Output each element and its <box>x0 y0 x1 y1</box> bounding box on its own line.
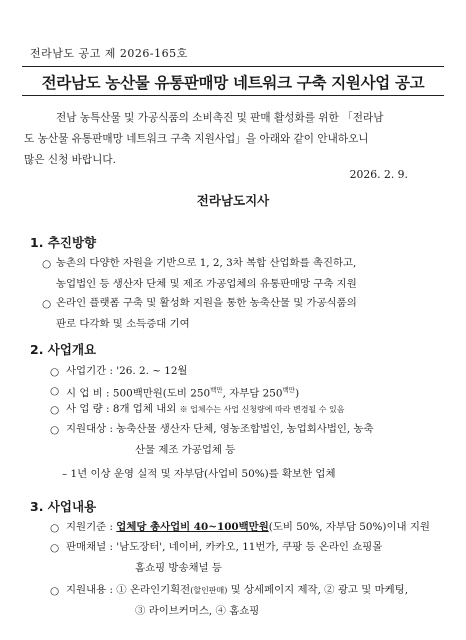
intro-line: 전남 농특산물 및 가공식품의 소비촉진 및 판매 활성화를 위한 「전라남 <box>56 112 384 124</box>
content-row-support <box>66 580 408 622</box>
row-colon: : <box>109 584 113 596</box>
intro-line: 많은 신청 바랍니다. <box>24 154 116 166</box>
row-value: ) <box>295 387 300 400</box>
hollow-bullet-icon: ○ <box>50 366 60 378</box>
row-label: 판매채널 <box>66 541 107 553</box>
content-row-channels <box>66 537 382 579</box>
row-colon: : <box>109 423 113 435</box>
section-heading: 2. 사업개요 <box>30 342 97 357</box>
row-value-note: (할인판매) <box>190 586 228 595</box>
row-value: , 자부담 250 <box>222 387 283 400</box>
row-label: 사업기간 <box>66 365 107 377</box>
direction-text: 온라인 플랫폼 구축 및 활성화 지원을 통한 농축산물 및 가공식품의 <box>56 297 357 309</box>
row-label: 사 업 량 <box>66 403 103 415</box>
direction-item <box>56 293 357 335</box>
row-colon: : <box>106 387 110 400</box>
row-value: (도비 50%, 자부담 50%)이내 지원 <box>268 521 430 533</box>
hollow-bullet-icon: ○ <box>50 404 60 416</box>
row-value: 농축산물 생산자 단체, 영농조합법인, 농업회사법인, 농축 <box>116 423 374 435</box>
direction-item <box>56 253 357 295</box>
direction-text: 농촌의 다양한 자원을 기반으로 1, 2, 3차 복합 산업화를 촉진하고, <box>56 257 357 269</box>
title-bottom-rule <box>22 95 444 96</box>
page-title: 전라남도 농산물 유통판매망 네트워크 구축 지원사업 공고 <box>41 74 425 92</box>
intro-paragraph <box>24 108 432 171</box>
overview-row-scale <box>66 399 344 420</box>
eligibility-requirement: – 1년 이상 운영 실적 및 자부담(사업비 50%)를 확보한 업체 <box>62 468 336 480</box>
row-value: '26. 2. ~ 12월 <box>116 365 188 377</box>
row-colon: : <box>109 365 113 377</box>
row-label: 지원내용 <box>66 584 107 596</box>
hollow-bullet-icon: ○ <box>50 385 60 397</box>
hollow-bullet-icon: ○ <box>50 585 60 597</box>
row-value: 홈쇼핑 방송채널 등 <box>135 562 222 574</box>
row-value: 및 상세페이지 제작, ② 광고 및 마케팅, <box>227 584 409 596</box>
row-value: ① 온라인기획전 <box>116 584 191 596</box>
row-colon: : <box>109 541 113 553</box>
announcement-date: 2026. 2. 9. <box>349 168 408 181</box>
highlighted-amount: 업체당 총사업비 40~100백만원 <box>116 521 269 533</box>
row-value: ③ 라이브커머스, ④ 홈쇼핑 <box>135 605 260 617</box>
hollow-bullet-icon: ○ <box>50 424 60 436</box>
row-label: 지원기준 <box>66 521 107 533</box>
notice-number: 전라남도 공고 제 2026-165호 <box>30 47 188 60</box>
row-value: 500백만원(도비 250 <box>112 387 211 400</box>
intro-line: 도 농산물 유통판매망 네트워크 구축 지원사업」을 아래와 같이 안내하오니 <box>24 133 369 145</box>
section-heading: 3. 사업내용 <box>30 499 97 514</box>
hollow-bullet-icon: ○ <box>50 522 60 534</box>
signer: 전라남도지사 <box>196 193 270 208</box>
direction-text: 판로 다각화 및 소득증대 기여 <box>56 318 190 330</box>
unit-superscript: 백만 <box>282 386 296 394</box>
hollow-bullet-icon: ○ <box>42 298 52 310</box>
row-label: 시 업 비 <box>66 387 103 400</box>
title-top-rule <box>22 66 444 67</box>
row-value: 8개 업체 내외 <box>112 403 177 415</box>
unit-superscript: 백만 <box>210 386 223 394</box>
section-heading: 1. 추진방향 <box>30 235 97 250</box>
row-colon: : <box>109 521 113 533</box>
hollow-bullet-icon: ○ <box>50 542 60 554</box>
overview-row-period <box>66 361 187 382</box>
scale-note: ※ 업체수는 사업 신청량에 따라 변경될 수 있음 <box>179 405 345 414</box>
content-row-criteria <box>66 517 430 538</box>
hollow-bullet-icon: ○ <box>42 258 52 270</box>
overview-row-target <box>66 419 374 461</box>
row-value: 산물 제조 가공업체 등 <box>135 444 236 456</box>
row-value: '남도장터', 네이버, 카카오, 11번가, 쿠팡 등 온라인 쇼핑몰 <box>116 541 383 553</box>
row-label: 지원대상 <box>66 423 107 435</box>
row-colon: : <box>106 403 110 415</box>
direction-text: 농업법인 등 생산자 단체 및 제조 가공업체의 유통판매망 구축 지원 <box>56 278 357 290</box>
